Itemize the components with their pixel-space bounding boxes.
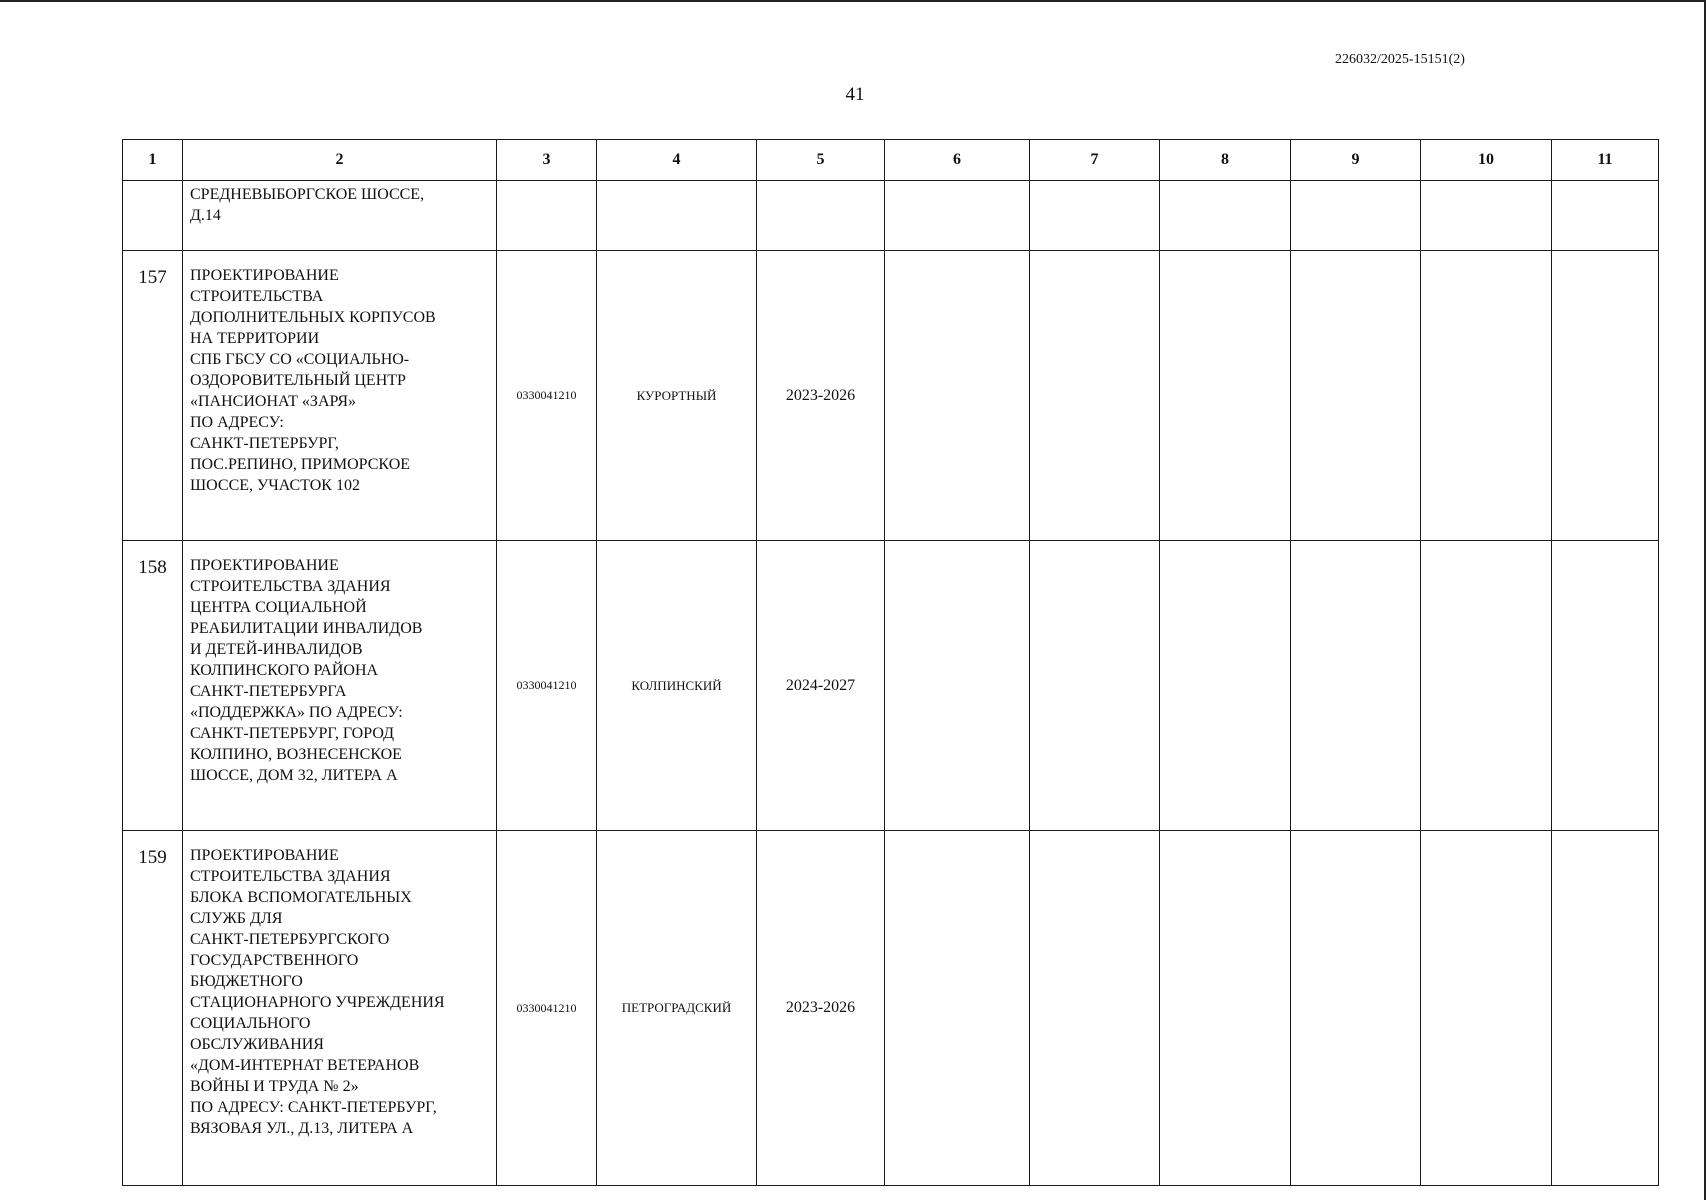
cell-empty (1552, 831, 1659, 1186)
page-number: 41 (845, 84, 865, 105)
cell-empty (1291, 831, 1421, 1186)
cell-empty (497, 181, 597, 251)
cell-code: 0330041210 (497, 541, 597, 831)
cell-empty (1421, 541, 1552, 831)
cell-description: ПРОЕКТИРОВАНИЕ СТРОИТЕЛЬСТВА ДОПОЛНИТЕЛЬНЫХ КОРПУСОВ НА ТЕРРИТОРИИ СПБ ГБСУ СО «СОЦИАЛЬНО- ОЗДОРОВИТЕЛЬНЫЙ ЦЕНТР «ПАНСИОНАТ «ЗАРЯ» ПО АДРЕСУ: САНКТ-ПЕТЕРБУРГ, ПОС.РЕПИНО, ПРИМОРСКОЕ ШОССЕ, УЧАСТОК 102 (183, 251, 497, 541)
cell-empty (1160, 181, 1291, 251)
cell-empty (1030, 251, 1160, 541)
cell-num: 158 (123, 541, 183, 831)
column-header-10: 10 (1421, 140, 1552, 181)
cell-num: 157 (123, 251, 183, 541)
cell-empty (1160, 831, 1291, 1186)
cell-empty (1421, 831, 1552, 1186)
document-id: 226032/2025-15151(2) (1335, 52, 1465, 67)
cell-period: 2023-2026 (757, 251, 885, 541)
column-header-5: 5 (757, 140, 885, 181)
cell-empty (1552, 181, 1659, 251)
table-row (123, 251, 1659, 541)
column-header-3: 3 (497, 140, 597, 181)
cell-empty (757, 181, 885, 251)
table-row (123, 541, 1659, 831)
continuation-row (123, 181, 1659, 251)
cell-num (123, 181, 183, 251)
column-header-9: 9 (1291, 140, 1421, 181)
column-header-6: 6 (885, 140, 1030, 181)
column-header-11: 11 (1552, 140, 1659, 181)
column-header-8: 8 (1160, 140, 1291, 181)
cell-period: 2023-2026 (757, 831, 885, 1186)
cell-empty (597, 181, 757, 251)
cell-description: ПРОЕКТИРОВАНИЕ СТРОИТЕЛЬСТВА ЗДАНИЯ БЛОКА ВСПОМОГАТЕЛЬНЫХ СЛУЖБ ДЛЯ САНКТ-ПЕТЕРБУРГСКОГО ГОСУДАРСТВЕННОГО БЮДЖЕТНОГО СТАЦИОНАРНОГО УЧРЕЖДЕНИЯ СОЦИАЛЬНОГО ОБСЛУЖИВАНИЯ «ДОМ-ИНТЕРНАТ ВЕТЕРАНОВ ВОЙНЫ И ТРУДА № 2» ПО АДРЕСУ: САНКТ-ПЕТЕРБУРГ, ВЯЗОВАЯ УЛ., Д.13, ЛИТЕРА А (183, 831, 497, 1186)
table-row (123, 831, 1659, 1186)
cell-description: СРЕДНЕВЫБОРГСКОЕ ШОССЕ, Д.14 (183, 181, 497, 251)
column-header-4: 4 (597, 140, 757, 181)
cell-empty (885, 541, 1030, 831)
cell-empty (1030, 541, 1160, 831)
cell-district: ПЕТРОГРАДСКИЙ (597, 831, 757, 1186)
program-table (122, 139, 1659, 1186)
cell-district: КУРОРТНЫЙ (597, 251, 757, 541)
cell-empty (1030, 831, 1160, 1186)
cell-code: 0330041210 (497, 831, 597, 1186)
cell-num: 159 (123, 831, 183, 1186)
cell-empty (1291, 181, 1421, 251)
cell-empty (1030, 181, 1160, 251)
header-row (123, 140, 1659, 181)
cell-empty (1421, 251, 1552, 541)
cell-empty (885, 251, 1030, 541)
cell-empty (1160, 541, 1291, 831)
cell-description: ПРОЕКТИРОВАНИЕ СТРОИТЕЛЬСТВА ЗДАНИЯ ЦЕНТРА СОЦИАЛЬНОЙ РЕАБИЛИТАЦИИ ИНВАЛИДОВ И ДЕТЕЙ-ИНВАЛИДОВ КОЛПИНСКОГО РАЙОНА САНКТ-ПЕТЕРБУРГА «ПОДДЕРЖКА» ПО АДРЕСУ: САНКТ-ПЕТЕРБУРГ, ГОРОД КОЛПИНО, ВОЗНЕСЕНСКОЕ ШОССЕ, ДОМ 32, ЛИТЕРА А (183, 541, 497, 831)
cell-empty (1291, 541, 1421, 831)
cell-empty (885, 181, 1030, 251)
cell-empty (1552, 541, 1659, 831)
cell-empty (1421, 181, 1552, 251)
cell-empty (1291, 251, 1421, 541)
cell-period: 2024-2027 (757, 541, 885, 831)
cell-empty (885, 831, 1030, 1186)
cell-empty (1552, 251, 1659, 541)
column-header-2: 2 (183, 140, 497, 181)
column-header-1: 1 (123, 140, 183, 181)
cell-code: 0330041210 (497, 251, 597, 541)
cell-empty (1160, 251, 1291, 541)
cell-district: КОЛПИНСКИЙ (597, 541, 757, 831)
column-header-7: 7 (1030, 140, 1160, 181)
page-border-top (0, 0, 1706, 2)
